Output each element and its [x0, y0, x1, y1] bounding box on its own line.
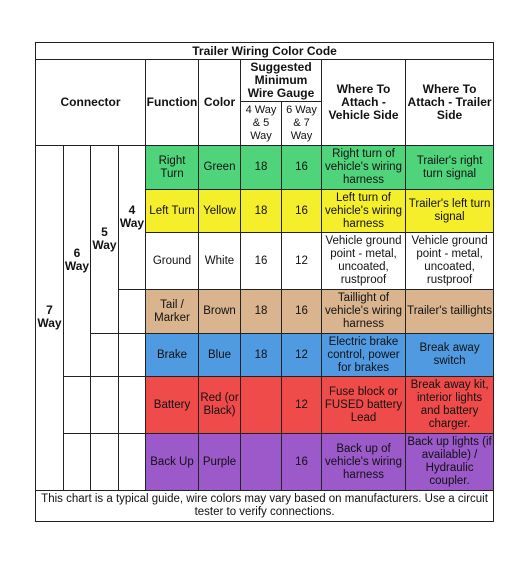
vehicle-side-header: Where To Attach - Vehicle Side	[322, 60, 406, 146]
function-cell: Ground	[146, 233, 199, 290]
vehicle-side-cell: Vehicle ground point - metal, uncoated, rustproof	[322, 233, 406, 290]
connector-header: Connector	[36, 60, 146, 146]
vehicle-side-cell: Electric brake control, power for brakes	[322, 334, 406, 377]
trailer-side-cell: Trailer's left turn signal	[406, 190, 494, 233]
wiring-table	[35, 42, 494, 522]
gauge-6-7-cell: 12	[282, 233, 322, 290]
gauge-4-5-header: 4 Way & 5 Way	[241, 102, 282, 146]
wiring-chart	[35, 42, 493, 524]
gauge-6-7-cell: 16	[282, 290, 322, 334]
gauge-6-7-cell: 12	[282, 334, 322, 377]
color-header: Color	[199, 60, 241, 146]
function-header: Function	[146, 60, 199, 146]
connector-spacer	[91, 377, 119, 434]
function-cell: Right Turn	[146, 146, 199, 190]
gauge-6-7-cell: 16	[282, 146, 322, 190]
color-cell: Brown	[199, 290, 241, 334]
gauge-6-7-header: 6 Way & 7 Way	[282, 102, 322, 146]
function-cell: Back Up	[146, 434, 199, 491]
color-cell: White	[199, 233, 241, 290]
table-row	[36, 334, 494, 377]
connector-spacer	[119, 334, 146, 377]
vehicle-side-cell: Right turn of vehicle's wiring harness	[322, 146, 406, 190]
chart-title: Trailer Wiring Color Code	[36, 43, 494, 60]
gauge-4-5-cell: 18	[241, 334, 282, 377]
gauge-4-5-cell: 18	[241, 290, 282, 334]
function-cell: Battery	[146, 377, 199, 434]
trailer-side-cell: Break away switch	[406, 334, 494, 377]
connector-spacer	[119, 377, 146, 434]
gauge-6-7-cell: 12	[282, 377, 322, 434]
vehicle-side-cell: Taillight of vehicle's wiring harness	[322, 290, 406, 334]
function-cell: Left Turn	[146, 190, 199, 233]
trailer-side-cell: Break away kit, interior lights and battery charger.	[406, 377, 494, 434]
vehicle-side-cell: Fuse block or FUSED battery Lead	[322, 377, 406, 434]
function-cell: Brake	[146, 334, 199, 377]
table-row	[36, 146, 494, 190]
connector-4-way: 4 Way	[119, 146, 146, 290]
gauge-4-5-cell: 16	[241, 233, 282, 290]
trailer-side-cell: Back up lights (if available) / Hydraulic coupler.	[406, 434, 494, 491]
connector-spacer	[91, 434, 119, 491]
color-cell: Blue	[199, 334, 241, 377]
connector-spacer	[119, 290, 146, 334]
connector-spacer	[64, 434, 91, 491]
trailer-side-cell: Trailer's taillights	[406, 290, 494, 334]
table-row	[36, 434, 494, 491]
connector-spacer	[91, 334, 119, 377]
color-cell: Green	[199, 146, 241, 190]
trailer-side-cell: Trailer's right turn signal	[406, 146, 494, 190]
function-cell: Tail / Marker	[146, 290, 199, 334]
connector-7-way: 7 Way	[36, 146, 64, 491]
gauge-4-5-cell	[241, 377, 282, 434]
gauge-4-5-cell	[241, 434, 282, 491]
gauge-6-7-cell: 16	[282, 190, 322, 233]
connector-spacer	[64, 377, 91, 434]
color-cell: Purple	[199, 434, 241, 491]
connector-spacer	[119, 434, 146, 491]
color-cell: Red (or Black)	[199, 377, 241, 434]
color-cell: Yellow	[199, 190, 241, 233]
vehicle-side-cell: Back up of vehicle's wiring harness	[322, 434, 406, 491]
connector-6-way: 6 Way	[64, 146, 91, 377]
trailer-side-header: Where To Attach - Trailer Side	[406, 60, 494, 146]
gauge-4-5-cell: 18	[241, 146, 282, 190]
trailer-side-cell: Vehicle ground point - metal, uncoated, rustproof	[406, 233, 494, 290]
footer-note: This chart is a typical guide, wire colors may vary based on manufacturers. Use a circuit tester to verify connections.	[36, 491, 494, 522]
gauge-header: Suggested Minimum Wire Gauge	[241, 60, 322, 102]
connector-5-way: 5 Way	[91, 146, 119, 334]
table-row	[36, 377, 494, 434]
gauge-4-5-cell: 18	[241, 190, 282, 233]
vehicle-side-cell: Left turn of vehicle's wiring harness	[322, 190, 406, 233]
gauge-6-7-cell: 16	[282, 434, 322, 491]
